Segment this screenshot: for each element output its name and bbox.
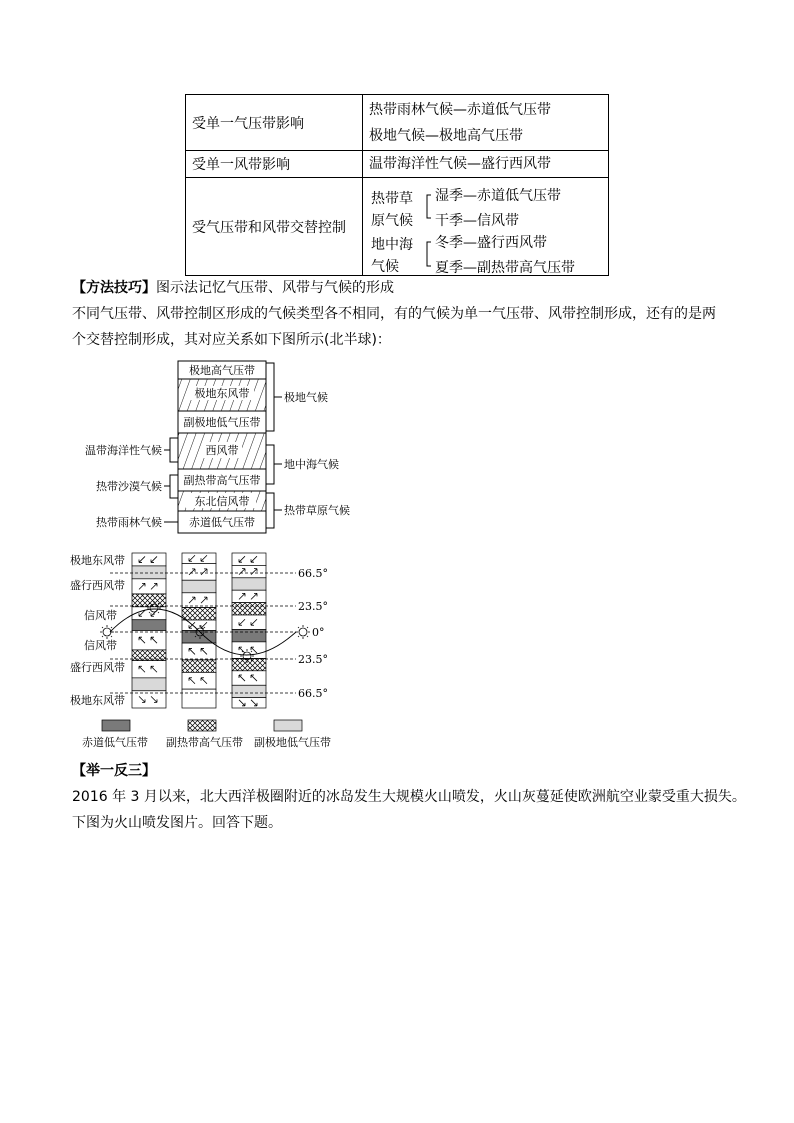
left-climate-label: 热带沙漠气候 — [96, 480, 162, 493]
wind-label: 极地东风带 — [70, 694, 125, 707]
band-cell — [132, 661, 166, 678]
band-cell — [232, 629, 266, 641]
left-climate-label: 温带海洋性气候 — [85, 444, 162, 457]
band-cell — [182, 643, 216, 660]
band-label: 西风带 — [205, 444, 239, 457]
band-cell — [232, 685, 266, 697]
band-label: 副极地低气压带 — [183, 416, 261, 429]
band-cell — [132, 579, 166, 594]
season-entry: 夏季—副热带高气压带 — [435, 259, 575, 276]
alternating-control-block — [369, 180, 608, 274]
method-title: 图示法记忆气压带、风带与气候的形成 — [156, 280, 394, 296]
right-climate-label: 热带草原气候 — [284, 504, 350, 517]
latitude-label: 23.5° — [298, 600, 328, 613]
right-climate-label: 极地气候 — [284, 391, 328, 404]
right-bracket — [266, 493, 282, 528]
legend-swatch-subpolar — [274, 720, 302, 731]
band-cell — [232, 578, 266, 590]
band-cell — [232, 553, 266, 565]
left-bracket — [164, 475, 178, 498]
wind-label: 盛行西风带 — [70, 579, 125, 592]
climate-table — [185, 94, 609, 276]
latitude-label: 66.5° — [298, 567, 328, 580]
band-label: 极地东风带 — [194, 387, 250, 400]
band-cell — [232, 590, 266, 602]
wind-label: 盛行西风带 — [70, 661, 125, 674]
band-cell — [132, 553, 166, 566]
band-cell — [232, 565, 266, 577]
band-cell — [182, 553, 216, 563]
band-cell — [232, 698, 266, 708]
band-cell — [182, 593, 216, 608]
climate-name: 热带草 — [371, 190, 413, 207]
method-tag: 【方法技巧】 — [72, 280, 156, 296]
right-bracket — [266, 363, 282, 431]
band-cell — [182, 689, 216, 708]
band-cell — [182, 563, 216, 580]
climate-name: 原气候 — [371, 212, 413, 229]
example-tag: 【举一反三】 — [72, 763, 156, 779]
right-climate-label: 地中海气候 — [284, 458, 339, 471]
band-cell — [132, 620, 166, 631]
climate-name: 地中海 — [371, 236, 413, 253]
legend-label: 副热带高气压带 — [166, 736, 243, 749]
latitude-label: 66.5° — [298, 687, 328, 700]
latitude-label: 0° — [312, 626, 325, 639]
method-paragraph-1: 不同气压带、风带控制区形成的气候类型各不相同，有的气候为单一气压带、风带控制形成，还有的是两 — [72, 306, 716, 322]
wind-label: 信风带 — [84, 609, 117, 622]
season-entry: 湿季—赤道低气压带 — [435, 187, 561, 204]
table-cell-value — [363, 178, 609, 276]
season-entry: 冬季—盛行西风带 — [435, 234, 547, 251]
table-cell-label: 受单一气压带影响 — [186, 95, 363, 151]
band-cell — [232, 615, 266, 629]
band-cell — [132, 607, 166, 620]
band-cell — [132, 678, 166, 691]
season-entry: 干季—信风带 — [435, 212, 519, 229]
band-cell — [182, 660, 216, 673]
table-line: 热带雨林气候—赤道低气压带 — [369, 101, 551, 118]
legend-label: 副极地低气压带 — [254, 736, 331, 749]
band-label: 赤道低气压带 — [189, 516, 255, 529]
table-cell-value — [363, 95, 609, 151]
band-label: 东北信风带 — [194, 495, 250, 508]
band-label: 极地高气压带 — [189, 364, 255, 377]
table-cell-value — [363, 151, 609, 178]
left-bracket — [164, 438, 178, 462]
band-label: 副热带高气压带 — [183, 474, 261, 487]
method-paragraph-2: 个交替控制形成，其对应关系如下图所示(北半球)： — [72, 332, 391, 348]
legend-swatch-subtropical — [188, 720, 216, 731]
table-row — [186, 95, 609, 151]
latitude-label: 23.5° — [298, 653, 328, 666]
legend-label: 赤道低气压带 — [82, 736, 148, 749]
legend-swatch-equatorial — [102, 720, 130, 731]
band-cell — [232, 671, 266, 685]
pressure-wind-climate-diagram — [70, 358, 370, 536]
example-paragraph-1: 2016 年 3 月以来，北大西洋极圈附近的冰岛发生大规模火山喷发，火山灰蔓延使欧洲航空业蒙受重大损失。 — [72, 789, 746, 805]
sun-icon — [296, 625, 310, 639]
seasonal-shift-diagram — [70, 548, 360, 753]
example-paragraph-2: 下图为火山喷发图片。回答下题。 — [72, 815, 282, 831]
table-cell-label: 受气压带和风带交替控制 — [186, 178, 363, 276]
band-cell — [132, 594, 166, 607]
band-cell — [232, 658, 266, 670]
band-cell — [182, 580, 216, 593]
band-cell — [232, 603, 266, 615]
wind-label: 极地东风带 — [70, 554, 125, 567]
method-heading — [72, 277, 394, 299]
wind-label: 信风带 — [84, 639, 117, 652]
table-cell-label: 受单一风带影响 — [186, 151, 363, 178]
band-cell — [132, 566, 166, 579]
table-row — [186, 151, 609, 178]
band-cell — [182, 607, 216, 620]
left-climate-label: 热带雨林气候 — [96, 516, 162, 529]
table-row — [186, 178, 609, 276]
band-cell — [182, 672, 216, 689]
band-cell — [232, 642, 266, 659]
band-cell — [132, 631, 166, 650]
table-line: 极地气候—极地高气压带 — [369, 127, 523, 144]
band-cell — [182, 620, 216, 630]
table-line: 温带海洋性气候—盛行西风带 — [369, 156, 551, 172]
climate-name: 气候 — [371, 258, 399, 275]
right-bracket — [266, 445, 282, 484]
